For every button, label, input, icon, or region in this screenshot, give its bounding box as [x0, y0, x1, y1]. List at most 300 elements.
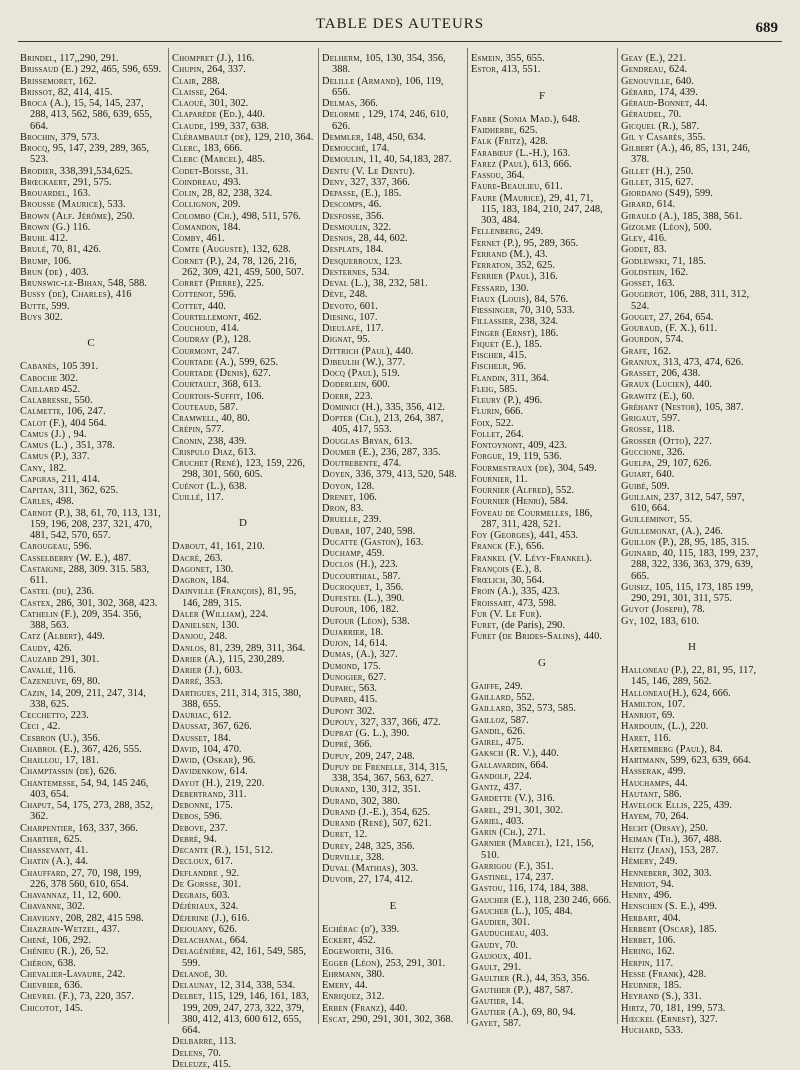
author-entry — [322, 98, 464, 109]
page-references: 106, 288, 311, 312, 524. — [631, 289, 750, 312]
author-name: Garrigou (F.), — [471, 860, 533, 872]
author-entry — [322, 357, 464, 368]
author-name: Gantz, — [471, 782, 501, 793]
author-name: Gayet, — [471, 1018, 501, 1030]
page-references: 584. — [549, 496, 569, 508]
author-name: Descomps, — [322, 199, 366, 211]
page-references: 185. — [663, 980, 682, 991]
page-references: 462. — [243, 311, 262, 323]
page-references: 184. — [365, 244, 384, 256]
author-name: Duvoir, — [322, 874, 356, 886]
author-name: Fessard, — [471, 282, 508, 294]
author-name: Caudy, — [20, 642, 51, 654]
author-entry — [322, 728, 464, 739]
author-name: Heubner, — [621, 980, 661, 991]
author-entry — [471, 598, 613, 609]
author-name: Demoulin, — [322, 154, 367, 166]
page-references: 603. — [224, 665, 243, 676]
author-name: Deflandre , — [172, 867, 224, 879]
page-references: 115, 129, 146, 161, 183, 199, 209, 247, 273, 322, 379, 380, 412, 413, 600 612, 655, 664. — [182, 991, 309, 1036]
author-name: Djbeulih (W.), — [322, 356, 385, 368]
page-references: 115, 230,289. — [227, 653, 285, 665]
author-entry — [471, 238, 613, 249]
page-references: 209, 354. 356, 388, 563. — [30, 608, 142, 631]
page-references: 92. — [226, 867, 240, 879]
page-references: 626. — [506, 725, 526, 737]
author-name: Casselberry (W. E.), — [20, 552, 111, 564]
author-name: Flurin, — [471, 406, 503, 418]
page-references: 327, 337, 366, 472. — [360, 716, 441, 728]
page-references: 253, 291, 301. — [385, 957, 446, 969]
author-entry — [172, 586, 314, 609]
author-entry — [322, 278, 464, 289]
author-name: Dujon, — [322, 638, 352, 649]
page-references: 577. — [205, 424, 224, 436]
author-name: Couchoud, — [172, 323, 219, 334]
author-entry — [172, 834, 314, 845]
author-entry — [20, 301, 162, 312]
index-column — [20, 53, 162, 1014]
page-references: 208, 282, 415 598. — [65, 912, 144, 924]
author-entry — [172, 53, 314, 64]
author-name: Crispulo Diaz, — [172, 446, 236, 458]
page-references: 105, 387. — [704, 401, 744, 413]
author-name: Emery, — [322, 980, 352, 991]
author-name: Gendreau, — [621, 64, 667, 76]
author-name: Guillain, — [621, 491, 662, 503]
page-references: 428. — [687, 968, 707, 980]
author-name: Doyon, — [322, 480, 354, 492]
author-name: Faure (Maurice), — [471, 192, 547, 204]
author-name: Faure-Beaulieu, — [471, 181, 543, 193]
author-name: Castel (du), — [20, 586, 74, 598]
author-name: Fleury (P.), — [471, 395, 522, 406]
author-entry — [172, 1036, 314, 1047]
author-entry — [322, 391, 464, 402]
author-entry — [471, 474, 613, 485]
page-references: 587. — [219, 401, 238, 413]
author-entry — [471, 361, 613, 372]
section-letter-heading: H — [688, 640, 696, 653]
page-references: 596. — [218, 289, 237, 301]
page-references: 113. — [218, 1036, 237, 1048]
author-name: Darier (A.), — [172, 653, 226, 665]
author-entry — [471, 339, 613, 350]
author-name: Falk (Fritz), — [471, 136, 528, 148]
author-entry — [471, 485, 613, 496]
page-references: 129, 210, 364. — [253, 131, 314, 143]
author-name: Claparède (Ed.), — [172, 109, 245, 121]
author-entry — [172, 654, 314, 665]
author-entry — [621, 890, 763, 901]
author-entry — [172, 166, 314, 177]
author-entry — [471, 249, 613, 260]
author-entry — [471, 136, 613, 147]
author-entry — [20, 890, 162, 901]
author-name: Camus (P.), — [20, 451, 69, 463]
page-references: 377. — [386, 356, 406, 368]
page-references: 498. — [55, 496, 74, 508]
page-references: 624. — [668, 64, 688, 76]
page-references: 239. — [363, 514, 382, 526]
author-entry — [322, 379, 464, 390]
page-references: 327, 337, 366. — [350, 176, 410, 188]
author-name: Gaillard, — [471, 692, 514, 703]
author-entry — [621, 98, 763, 109]
author-entry — [621, 323, 763, 334]
author-name: Charpentier, — [20, 822, 76, 834]
author-name: Claoué, — [172, 98, 207, 109]
author-entry — [621, 469, 763, 480]
page-references: 390. — [385, 593, 405, 604]
author-entry — [621, 733, 763, 744]
author-entry — [322, 469, 464, 480]
author-entry — [172, 492, 314, 503]
page-references: 107, 240, 598. — [355, 525, 416, 537]
page-references: 118. — [656, 424, 675, 436]
author-entry — [20, 710, 162, 721]
author-name: Chéron, — [20, 957, 56, 969]
page-references: 73, 220, 357. — [79, 991, 134, 1003]
page-references: 182. — [48, 462, 67, 474]
author-name: Dacré, — [172, 552, 202, 564]
author-name: Gallavardin, — [471, 759, 528, 771]
page-references: 322. — [372, 221, 392, 233]
author-name: Hayem, — [621, 811, 653, 823]
page-references: 224. — [513, 770, 532, 782]
author-name: Dayot (H.), — [172, 777, 223, 789]
author-entry — [172, 541, 314, 552]
author-entry — [20, 440, 162, 451]
author-entry — [172, 222, 314, 233]
author-entry — [322, 109, 464, 132]
author-name: Guiart, — [621, 469, 654, 481]
author-name: Heyrand (S.), — [621, 991, 681, 1003]
page-references: 106. — [53, 255, 72, 267]
author-name: Cesbron (U.), — [20, 732, 80, 744]
author-entry — [621, 391, 763, 402]
page-references: 664. — [530, 759, 549, 771]
author-entry — [322, 526, 464, 537]
page-references: 95. — [357, 334, 371, 346]
column-divider — [168, 48, 169, 1024]
author-name: Garel, — [471, 804, 501, 816]
page-references: 116, 174, 184, 388. — [508, 883, 589, 895]
page-references: 626. — [98, 766, 117, 778]
author-entry — [621, 755, 763, 766]
author-name: Gilbert (A.), — [621, 143, 678, 154]
author-entry — [20, 744, 162, 755]
page-references: 107. — [359, 311, 378, 323]
author-entry — [20, 143, 162, 166]
author-entry — [471, 737, 613, 748]
page-references: 474. — [383, 458, 402, 469]
author-entry — [322, 53, 464, 76]
author-entry — [172, 1059, 314, 1070]
author-name: Fabre (Sonia Mad.), — [471, 113, 560, 125]
page-references: 69, 80, 94. — [531, 1007, 576, 1018]
page-references: 380. — [366, 968, 385, 980]
page-references: 174, 237. — [514, 872, 554, 883]
page-references: 656. — [525, 541, 545, 553]
page-references: 437. — [503, 782, 522, 793]
author-name: Duclos (H.), — [322, 559, 378, 571]
author-name: Delens, — [172, 1047, 206, 1059]
page-references: 379, 573. — [60, 131, 100, 143]
author-entry — [172, 890, 314, 901]
author-name: Dupouy, — [322, 716, 358, 728]
author-entry — [322, 436, 464, 447]
author-name: Ceci , — [20, 721, 45, 733]
author-name: Colin, — [172, 188, 200, 199]
author-name: Dauriac, — [172, 710, 211, 721]
author-name: Caillard — [20, 383, 60, 395]
page-references: 440. — [389, 1002, 408, 1014]
author-entry — [20, 256, 162, 267]
author-entry — [20, 508, 162, 542]
author-name: Dieulafé, — [322, 323, 364, 334]
author-entry — [20, 222, 162, 233]
author-entry — [471, 496, 613, 507]
author-name: Brochin, — [20, 131, 58, 143]
author-name: Gauthier (P.), — [471, 984, 532, 996]
page-references: 238, 324. — [519, 316, 559, 328]
author-entry — [471, 553, 613, 564]
author-name: Bussy (de), Charles), — [20, 289, 114, 301]
author-name: Gaudier, — [471, 917, 510, 928]
author-entry — [20, 800, 162, 823]
author-name: Chené, — [20, 935, 50, 946]
page-references: 123, 159, 226, 298, 301, 560, 605. — [182, 458, 305, 481]
page-references: 28, 82, 238, 324. — [202, 188, 273, 199]
author-entry — [20, 463, 162, 474]
author-entry — [471, 985, 613, 996]
page-references: 15, 54, 145, 237, 288, 413, 562, 586, 639, 655, 664. — [30, 98, 153, 132]
author-name: Huchard, — [621, 1025, 663, 1036]
page-title: TABLE DES AUTEURS — [315, 16, 485, 32]
author-name: Delagénière, — [172, 946, 229, 958]
author-entry — [621, 87, 763, 98]
author-name: Durand (J.-E.), — [322, 806, 389, 818]
author-entry — [172, 823, 314, 834]
author-name: Ferrand (M.), — [471, 248, 533, 260]
author-entry — [621, 514, 763, 525]
author-entry — [621, 699, 763, 710]
author-entry — [322, 874, 464, 885]
author-name: Froin (A.), — [471, 586, 519, 598]
author-name: Fiquet (E.), — [471, 338, 522, 350]
page-references: 437. — [101, 923, 120, 935]
author-name: Gaudy, — [471, 939, 503, 951]
index-column — [322, 53, 464, 1025]
author-entry — [471, 816, 613, 827]
author-name: Chaillou, — [20, 755, 63, 766]
page-references: 96. — [512, 361, 526, 373]
page-references: 31. — [235, 165, 249, 177]
page-references: 507, 621. — [392, 818, 432, 829]
page-references: 291. — [502, 962, 522, 973]
page-references: 163. — [405, 536, 424, 548]
author-entry — [172, 379, 314, 390]
author-entry — [621, 823, 763, 834]
author-name: Gauducheau, — [471, 928, 528, 940]
author-entry — [172, 1048, 314, 1059]
author-name: Garnier (Marcel), — [471, 838, 553, 850]
author-name: Giordano (S49), — [621, 188, 693, 199]
author-entry — [20, 474, 162, 485]
page-references: 600. — [371, 379, 390, 391]
page-references: 550. — [74, 395, 93, 406]
page-references: 303. — [400, 863, 419, 874]
author-entry — [20, 553, 162, 564]
author-name: Guisez, — [621, 581, 653, 593]
author-name: Geay (E.), — [621, 53, 666, 64]
author-name: Comte (Auguste), — [172, 244, 250, 256]
page-references: 128. — [356, 480, 375, 492]
author-entry — [172, 609, 314, 620]
author-entry — [172, 688, 314, 711]
page-references: 40, 115, 183, 199, 237, 288, 322, 336, 363, 379, 639, 665. — [631, 548, 759, 582]
page-references: 487. — [113, 552, 132, 564]
author-name: Chénieu (R.), — [20, 946, 78, 958]
author-entry — [621, 537, 763, 548]
page-references: 250. — [675, 165, 694, 177]
author-entry — [621, 958, 763, 969]
page-references: 27, 70, 198, 199, 226, 378 560, 610, 654. — [30, 867, 142, 890]
author-entry — [172, 991, 314, 1036]
author-entry — [322, 199, 464, 210]
author-entry — [322, 289, 464, 300]
author-entry — [471, 463, 613, 474]
page-references: 209, 247, 248. — [354, 750, 415, 762]
author-name: Cornet (P.), — [172, 255, 225, 267]
author-entry — [322, 481, 464, 492]
page-references: 18. — [370, 626, 384, 638]
author-name: Furet (de Brides-Salins), — [471, 631, 582, 643]
page-references: 105, 484. — [533, 905, 573, 917]
author-name: Gaksch (R. V.), — [471, 748, 539, 760]
page-references: 105 391. — [61, 361, 99, 373]
author-entry — [322, 548, 464, 559]
author-name: Ducourthial, — [322, 570, 380, 582]
author-name: David, (Oskar), — [172, 755, 240, 766]
author-entry — [621, 222, 763, 233]
author-name: Demmler, — [322, 131, 364, 143]
author-name: Gautier, — [471, 995, 509, 1007]
page-references: 209. — [222, 199, 241, 211]
author-name: Delille (Armand), — [322, 75, 403, 87]
author-name: Erben (Franz), — [322, 1002, 387, 1014]
author-entry — [621, 834, 763, 845]
page-references: 46. — [368, 199, 382, 211]
author-entry — [621, 845, 763, 856]
author-name: Fontoynont, — [471, 440, 526, 451]
author-entry — [621, 913, 763, 924]
page-references: 367, 626. — [212, 721, 252, 733]
author-name: David, — [172, 743, 200, 755]
page-references: 587. — [510, 714, 529, 726]
author-name: Capgras, — [20, 473, 59, 485]
page-references: 552. — [516, 692, 535, 703]
page-references: 145. — [64, 1002, 83, 1014]
author-entry — [322, 447, 464, 458]
author-entry — [621, 526, 763, 537]
author-name: Carles, — [20, 496, 54, 508]
author-entry — [322, 301, 464, 312]
author-name: Dron, — [322, 503, 348, 514]
author-entry — [322, 177, 464, 188]
author-name: Graux (Lucien), — [621, 379, 692, 391]
page-references: 336, 379, 413, 520, 548. — [355, 469, 457, 481]
page-references: 311. — [228, 788, 247, 800]
author-entry — [471, 260, 613, 271]
author-name: Brissemoret, — [20, 75, 76, 87]
author-name: Chaput, — [20, 800, 55, 811]
author-entry — [20, 289, 162, 300]
page-references: 636. — [64, 980, 83, 991]
author-entry — [322, 346, 464, 357]
author-entry — [621, 346, 763, 357]
author-entry — [322, 402, 464, 413]
page-references: 352, 625. — [515, 260, 555, 271]
page-references: 247. — [221, 345, 240, 357]
author-name: Courtois-Suffit, — [172, 390, 244, 402]
author-entry — [322, 312, 464, 323]
page-references: 597. — [661, 413, 680, 424]
author-name: Clerc, — [172, 143, 201, 154]
author-entry — [322, 132, 464, 143]
page-references: 211, 414. — [61, 473, 100, 485]
page-references: 69. — [661, 710, 675, 721]
author-entry — [172, 868, 314, 879]
author-name: Desplats, — [322, 244, 363, 256]
page-references: 70, 181, 199, 573. — [650, 1002, 726, 1014]
author-name: Halloneau (P.), — [621, 665, 689, 676]
author-entry — [172, 665, 314, 676]
author-name: Herbet, — [621, 935, 655, 946]
author-name: Enriquez, — [322, 991, 364, 1003]
page-references: 326. — [666, 446, 685, 458]
page-references: 356. — [365, 210, 384, 222]
page-references: 403. — [70, 266, 89, 278]
author-entry — [20, 395, 162, 406]
author-name: Furet, — [471, 620, 499, 631]
author-entry — [322, 222, 464, 233]
page-references: 548, 588. — [107, 278, 147, 289]
page-references: 41. — [75, 845, 89, 856]
author-entry — [471, 872, 613, 883]
page-references: 599. — [51, 300, 70, 312]
author-entry — [621, 436, 763, 447]
page-references: 352, 573, 585. — [516, 703, 576, 715]
author-entry — [322, 638, 464, 649]
page-references: 596. — [73, 541, 92, 553]
author-name: Carnot (P.), — [20, 507, 73, 519]
page-references: 404 564. — [70, 417, 107, 429]
author-entry — [471, 703, 613, 714]
page-references: 390. — [391, 728, 410, 739]
author-entry — [621, 413, 763, 424]
page-references: 302. — [356, 705, 375, 717]
author-name: Danlos, — [172, 642, 207, 654]
author-name: Chavigny, — [20, 912, 64, 924]
author-entry — [471, 373, 613, 384]
page-references: 624, 666. — [691, 687, 731, 699]
author-name: Ferraton, — [471, 260, 514, 271]
author-name: Hirtz, — [621, 1002, 648, 1014]
author-entry — [20, 688, 162, 711]
page-references: 440. — [246, 109, 265, 121]
